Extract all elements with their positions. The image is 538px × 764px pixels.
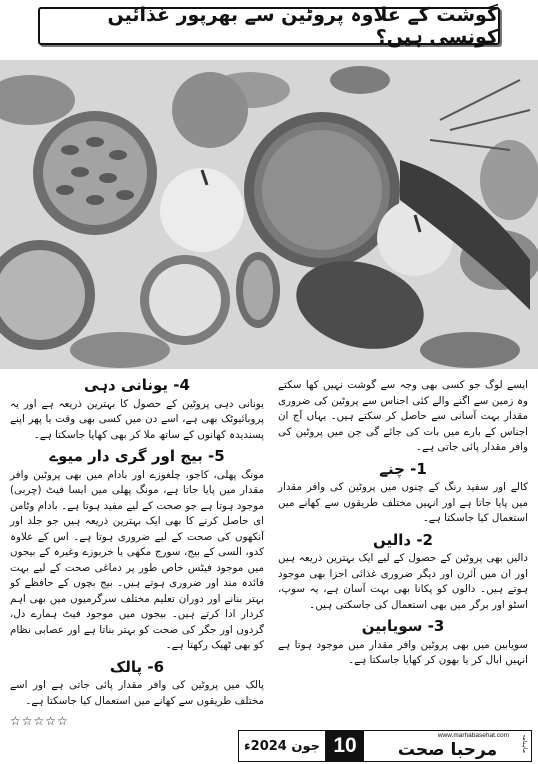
page-number: 10 <box>326 731 364 761</box>
section-text: مونگ پھلی، کاجو، چلغوزے اور بادام میں بھی پروٹین وافر مقدار میں پایا جاتا ہے، مونگ پھلی میں ایسا فیٹ (چربی) موجود ہوتا ہے جو صحت کے لیے مفید ہوتا ہے۔ بادام وٹامن ای حاصل کرنے کا بھی ایک بہترین ذریعہ ہیں جو جلد اور آنکھوں کی صحت کے لیے ضروری ہوتا ہے۔ اس کے علاوہ کدو، السی کے بیج، سورج مکھی یا خربوزے وغیرہ کے بیجوں میں موجود فیٹس خاص طور پر دماغی صحت کے لیے بہت فائدہ مند اور ضروری ہوتے ہیں۔ بیج بچوں کے حافظے کو بہتر بنانے اور دوران تعلیم مختلف سرگرمیوں میں بھی اہم کردار ادا کرتے ہیں۔ بیجوں میں موجود فیٹ ہمارے دل، گردوں اور جگر کی صحت کو بہتر بناتا ہے اور عصابی نظام کو بھی ٹھیک رکھتا ہے۔ <box>10 468 264 651</box>
section-text: یونانی دہی پروٹین کے حصول کا بہترین ذریعہ ہے اور یہ پروبائیوٹک بھی ہے، اسے دن میں کسی بھی وقت یا پھر اپنے پسندیدہ کھانوں کے ساتھ ملا کر بھی کھایا جاسکتا ہے۔ <box>10 397 264 441</box>
food-photo <box>0 60 538 369</box>
left-column <box>10 378 264 730</box>
article-title: گوشت کے علاوہ پروٹین سے بھرپور غذائیں کونسی ہیں؟ <box>38 7 500 45</box>
section-heading: 1- چنے <box>379 459 427 478</box>
section-text: پالک میں پروٹین کی وافر مقدار پائی جاتی ہے اور اسے مختلف طریقوں سے کھانے میں استعمال کیا جاسکتا ہے۔ <box>10 679 264 707</box>
section-text: سویابین میں بھی پروٹین وافر مقدار میں موجود ہوتا ہے انہیں ابال کر یا بھون کر کھایا جاسکتا ہے۔ <box>278 638 528 666</box>
issue-date: جون 2024ء <box>239 731 326 761</box>
magazine-name: مرحبا صحت <box>397 740 498 760</box>
masthead <box>364 731 531 761</box>
website-link[interactable]: www.marhabasehat.com <box>437 732 509 739</box>
section-heading: 5- بیج اور گری دار میوے <box>49 447 225 465</box>
section-heading: 4- یونانی دہی <box>84 376 190 394</box>
intro-paragraph: ایسے لوگ جو کسی بھی وجہ سے گوشت نہیں کھا سکتے وہ زمین سے اگنے والے کئی اجناس سے پروٹین کی ضروری مقدار بہت آسانی سے حاصل کر سکتے ہیں۔ یہاں آج ان اجناس کے بارے میں بات کی جائے گی جن میں پروٹین کی وافر مقدار پائی جاتی ہے۔ <box>278 379 528 453</box>
section-heading: 6- پالک <box>109 657 165 676</box>
right-column <box>278 378 528 674</box>
section-heading: 3- سویابین <box>361 617 445 635</box>
section-heading: 2- دالیں <box>373 530 433 549</box>
section-text: کالے اور سفید رنگ کے چنوں میں پروٹین کی وافر مقدار میں پایا جاتا ہے اور انہیں مختلف طریقوں سے کھانے میں استعمال کیا جاسکتا ہے۔ <box>278 481 528 524</box>
page-footer <box>238 730 532 762</box>
section-text: دالیں بھی پروٹین کے حصول کے لیے ایک بہترین ذریعہ ہیں اور ان میں آئرن اور دیگر ضروری غذائی اجزا بھی موجود ہوتے ہیں۔ دالوں کو پکانا بھی بہت آسان ہے، یہ سوپ، اسٹو اور برگر میں بھی استعمال کی جاسکتی ہیں۔ <box>278 552 528 611</box>
end-mark: ☆☆☆☆☆ <box>10 714 69 728</box>
headline-band <box>0 0 538 52</box>
monthly-label: ماہنامہ <box>521 734 528 753</box>
